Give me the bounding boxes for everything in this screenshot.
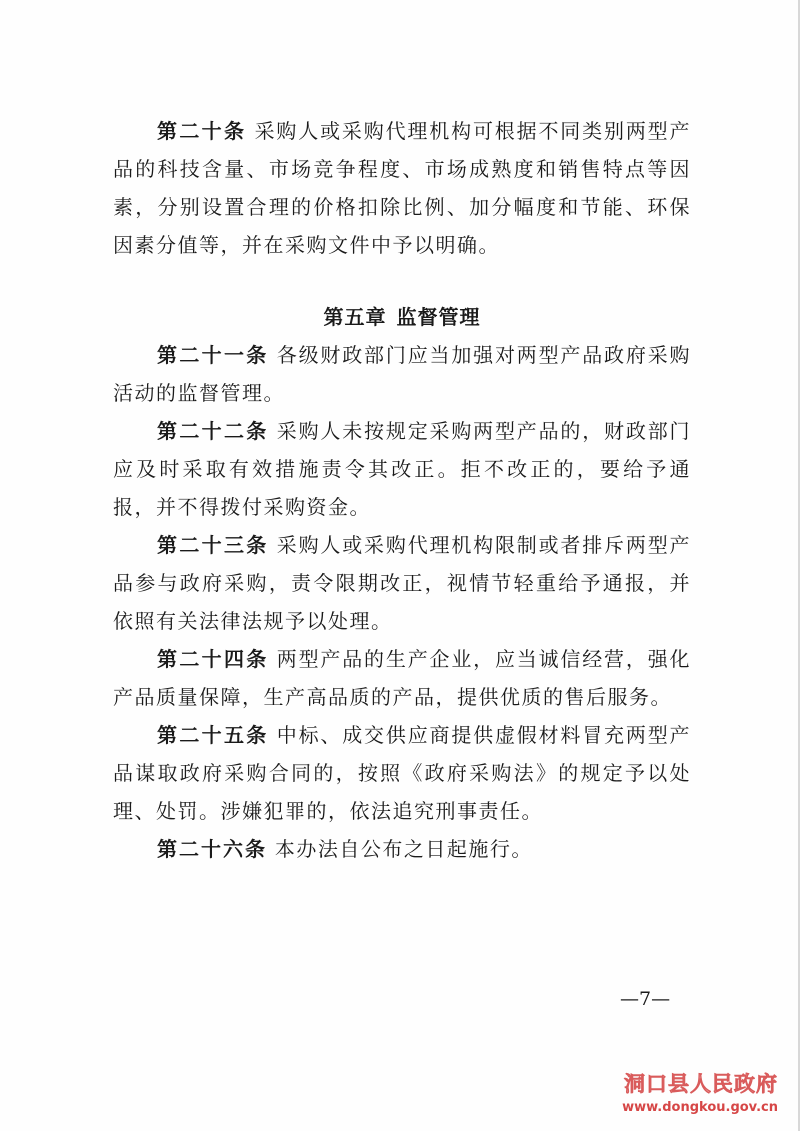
article-20 <box>113 112 691 264</box>
article-26 <box>113 830 691 868</box>
article-24 <box>113 640 691 716</box>
article-text: 两型产品的生产企业，应当诚信经营，强化产品质量保障，生产高品质的产品，提供优质的售后服务。 <box>113 647 692 709</box>
site-watermark <box>622 1068 778 1115</box>
article-number: 第二十二条 <box>157 419 269 443</box>
article-number: 第二十五条 <box>157 723 269 747</box>
article-23 <box>113 526 691 640</box>
article-number: 第二十四条 <box>157 647 269 671</box>
watermark-title: 洞口县人民政府 <box>624 1072 778 1096</box>
article-text: 采购人未按规定采购两型产品的，财政部门应及时采取有效措施责令其改正。拒不改正的，要给予通报，并不得拨付采购资金。 <box>113 419 692 519</box>
article-number: 第二十一条 <box>157 343 269 367</box>
article-number: 第二十条 <box>157 119 247 143</box>
article-21 <box>113 336 691 412</box>
watermark-url: www.dongkou.gov.cn <box>622 1100 778 1115</box>
document-body <box>113 112 691 868</box>
chapter-title: 监督管理 <box>396 305 481 329</box>
article-text: 中标、成交供应商提供虚假材料冒充两型产品谋取政府采购合同的，按照《政府采购法》的规定予以处理、处罚。涉嫌犯罪的，依法追究刑事责任。 <box>113 723 692 823</box>
chapter-number: 第五章 <box>323 305 387 329</box>
article-number: 第二十六条 <box>157 837 267 861</box>
article-text: 采购人或采购代理机构限制或者排斥两型产品参与政府采购，责令限期改正，视情节轻重给予通报，并依照有关法律法规予以处理。 <box>113 533 692 633</box>
chapter-heading <box>113 298 691 336</box>
article-25 <box>113 716 691 830</box>
article-22 <box>113 412 691 526</box>
page-number: —7— <box>620 988 671 1010</box>
article-text: 各级财政部门应当加强对两型产品政府采购活动的监督管理。 <box>113 343 692 405</box>
article-text: 采购人或采购代理机构可根据不同类别两型产品的科技含量、市场竞争程度、市场成熟度和销售特点等因素，分别设置合理的价格扣除比例、加分幅度和节能、环保因素分值等，并在采购文件中予以明确。 <box>113 119 692 257</box>
article-text: 本办法自公布之日起施行。 <box>274 837 533 861</box>
article-number: 第二十三条 <box>157 533 269 557</box>
